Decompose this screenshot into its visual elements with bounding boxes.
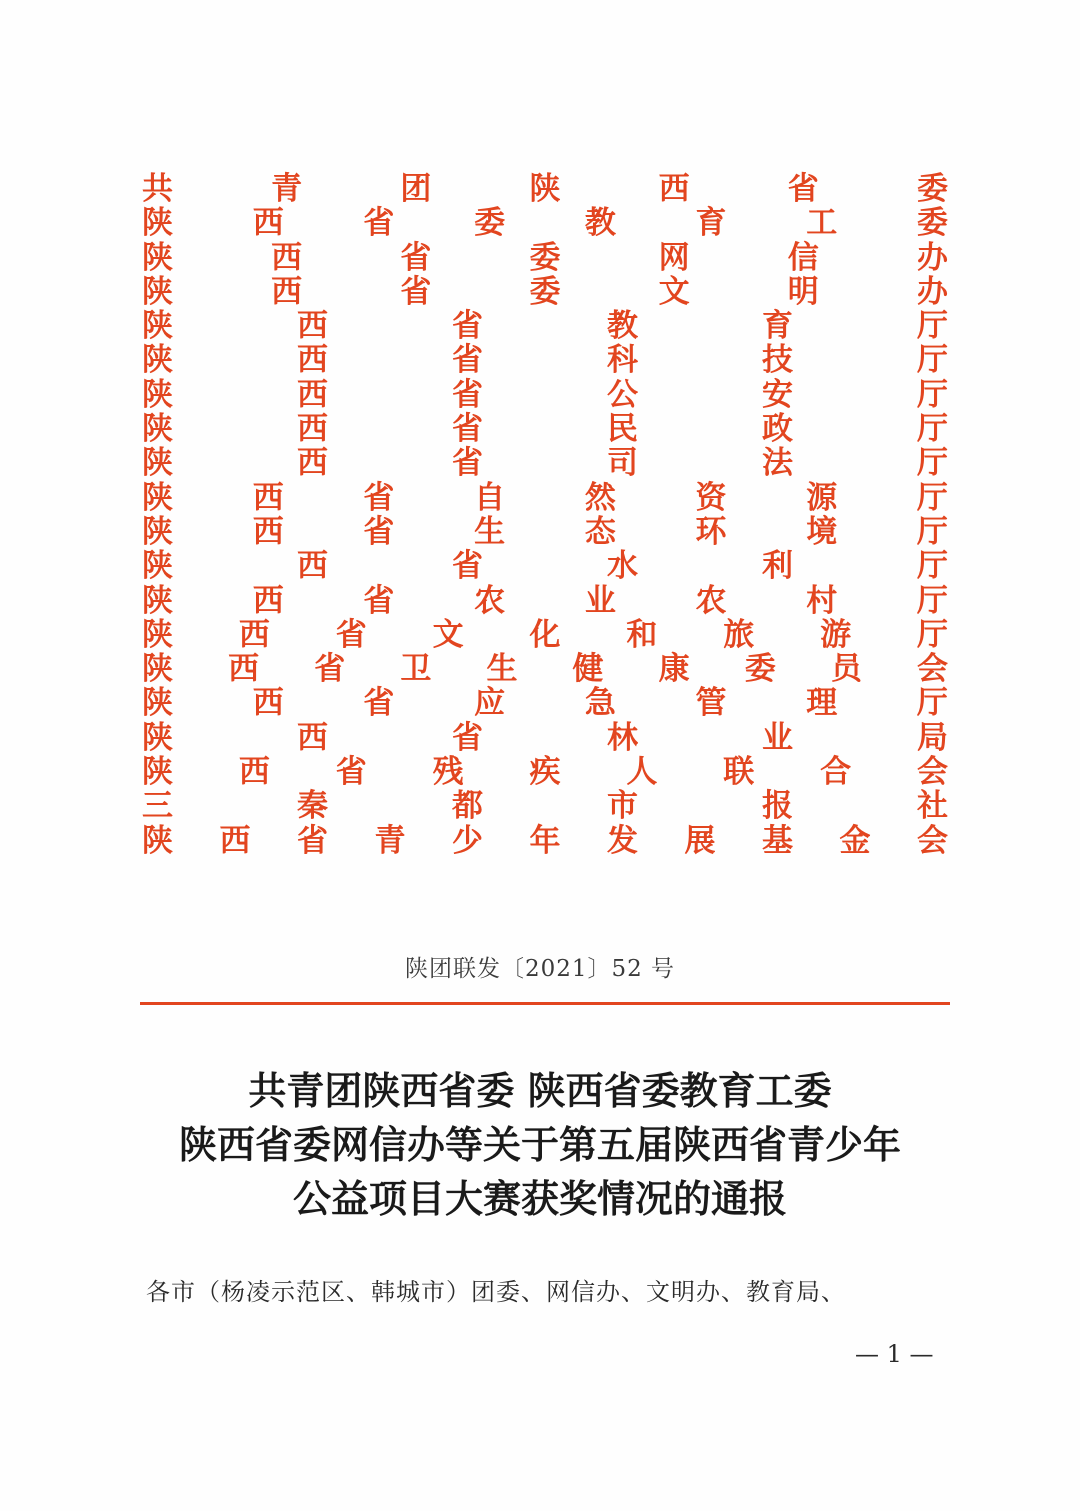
issuer-char: 三 xyxy=(142,788,173,825)
issuer-char: 卫 xyxy=(400,651,432,688)
issuer-char: 西 xyxy=(297,548,328,585)
issuer-char: 金 xyxy=(839,822,871,859)
issuer-char: 青 xyxy=(374,822,406,859)
issuer-char: 省 xyxy=(452,376,483,413)
issuer-char: 厅 xyxy=(917,411,948,448)
issuer-char: 陕 xyxy=(142,239,173,276)
page-number: — 1 — xyxy=(855,1340,934,1368)
issuer-char: 康 xyxy=(658,651,690,688)
issuer-char: 文 xyxy=(658,273,690,310)
issuer-char: 联 xyxy=(723,754,755,791)
issuer-char: 境 xyxy=(806,513,838,550)
issuer-char: 育 xyxy=(695,205,727,242)
issuer-char: 陕 xyxy=(142,205,173,242)
issuer-char: 省 xyxy=(787,171,819,207)
issuer-char: 旅 xyxy=(723,616,755,653)
issuer-row xyxy=(142,584,948,618)
issuer-char: 厅 xyxy=(917,548,948,585)
issuer-char: 西 xyxy=(297,376,328,413)
issuer-char: 陕 xyxy=(142,548,173,585)
issuer-char: 信 xyxy=(787,239,819,276)
issuer-row xyxy=(142,241,948,275)
red-divider-line xyxy=(140,1002,950,1005)
issuer-char: 展 xyxy=(684,822,716,859)
issuer-char: 报 xyxy=(762,788,793,825)
issuer-char: 西 xyxy=(252,513,284,550)
issuer-char: 育 xyxy=(762,308,793,345)
issuer-char: 游 xyxy=(820,616,852,653)
issuer-char: 陕 xyxy=(142,822,173,859)
issuer-char: 资 xyxy=(695,479,727,516)
issuer-char: 团 xyxy=(400,171,432,207)
issuer-char: 利 xyxy=(762,548,793,585)
issuer-char: 年 xyxy=(529,822,561,859)
issuer-char: 明 xyxy=(787,273,819,310)
issuer-char: 厅 xyxy=(917,616,948,653)
issuer-row xyxy=(142,446,948,480)
issuer-char: 委 xyxy=(474,205,506,242)
issuer-char: 省 xyxy=(363,513,395,550)
issuer-char: 委 xyxy=(916,205,948,242)
issuer-row xyxy=(142,206,948,240)
issuer-row xyxy=(142,172,948,206)
issuer-char: 基 xyxy=(762,822,793,859)
issuer-char: 委 xyxy=(744,651,776,688)
issuer-char: 文 xyxy=(432,616,464,653)
issuer-char: 市 xyxy=(607,788,638,825)
issuer-char: 水 xyxy=(607,548,638,585)
issuer-char: 态 xyxy=(584,513,616,550)
issuer-char: 合 xyxy=(820,754,852,791)
issuer-char: 西 xyxy=(297,308,328,345)
issuer-row xyxy=(142,652,948,686)
issuer-char: 陕 xyxy=(142,513,173,550)
issuer-char: 厅 xyxy=(916,513,948,550)
issuer-char: 西 xyxy=(297,342,328,379)
issuer-char: 会 xyxy=(917,754,948,791)
issuer-char: 科 xyxy=(607,342,638,379)
issuer-char: 陕 xyxy=(142,582,173,619)
issuer-char: 厅 xyxy=(917,376,948,413)
issuer-char: 工 xyxy=(806,205,838,242)
issuer-char: 西 xyxy=(238,616,270,653)
issuer-row xyxy=(142,755,948,789)
issuer-char: 陕 xyxy=(142,719,173,756)
issuer-row xyxy=(142,721,948,755)
issuer-char: 急 xyxy=(584,685,616,722)
issuer-char: 省 xyxy=(314,651,346,688)
issuer-char: 教 xyxy=(584,205,616,242)
issuer-char: 农 xyxy=(695,582,727,619)
issuer-block xyxy=(142,172,948,858)
issuer-char: 业 xyxy=(584,582,616,619)
issuer-char: 局 xyxy=(917,719,948,756)
issuer-char: 西 xyxy=(658,171,690,207)
issuer-char: 省 xyxy=(452,411,483,448)
issuer-char: 委 xyxy=(529,273,561,310)
issuer-char: 会 xyxy=(916,651,948,688)
issuer-char: 西 xyxy=(297,719,328,756)
issuer-char: 西 xyxy=(252,479,284,516)
issuer-char: 源 xyxy=(806,479,838,516)
issuer-char: 厅 xyxy=(916,582,948,619)
issuer-row xyxy=(142,515,948,549)
issuer-row xyxy=(142,481,948,515)
issuer-char: 农 xyxy=(474,582,506,619)
issuer-char: 政 xyxy=(762,411,793,448)
issuer-char: 西 xyxy=(271,273,303,310)
issuer-char: 办 xyxy=(916,239,948,276)
issuer-char: 西 xyxy=(219,822,251,859)
issuer-row xyxy=(142,789,948,823)
issuer-char: 西 xyxy=(252,205,284,242)
issuer-char: 少 xyxy=(452,822,483,859)
title-line-3: 公益项目大赛获奖情况的通报 xyxy=(292,1176,787,1221)
issuer-char: 省 xyxy=(297,822,328,859)
issuer-char: 民 xyxy=(607,411,638,448)
issuer-char: 教 xyxy=(607,308,638,345)
issuer-char: 厅 xyxy=(917,342,948,379)
issuer-row xyxy=(142,275,948,309)
issuer-char: 管 xyxy=(695,685,727,722)
body-paragraph: 各市（杨凌示范区、韩城市）团委、网信办、文明办、教育局、 xyxy=(146,1278,846,1306)
issuer-char: 西 xyxy=(238,754,270,791)
issuer-char: 员 xyxy=(830,651,862,688)
issuer-char: 然 xyxy=(584,479,616,516)
issuer-char: 会 xyxy=(917,822,948,859)
issuer-char: 省 xyxy=(400,239,432,276)
title-line-1: 共青团陕西省委 陕西省委教育工委 xyxy=(248,1068,832,1113)
issuer-char: 林 xyxy=(607,719,638,756)
issuer-char: 发 xyxy=(607,822,638,859)
issuer-char: 司 xyxy=(607,445,638,482)
document-title xyxy=(0,1064,1080,1226)
issuer-char: 都 xyxy=(452,788,483,825)
issuer-char: 法 xyxy=(762,445,793,482)
issuer-char: 安 xyxy=(762,376,793,413)
issuer-char: 省 xyxy=(363,205,395,242)
issuer-row xyxy=(142,378,948,412)
issuer-char: 残 xyxy=(432,754,464,791)
issuer-char: 西 xyxy=(271,239,303,276)
issuer-char: 委 xyxy=(916,171,948,207)
issuer-char: 西 xyxy=(297,411,328,448)
issuer-char: 陕 xyxy=(142,308,173,345)
issuer-char: 陕 xyxy=(142,651,173,688)
issuer-char: 省 xyxy=(452,719,483,756)
issuer-row xyxy=(142,549,948,583)
issuer-row xyxy=(142,309,948,343)
issuer-char: 省 xyxy=(363,582,395,619)
issuer-char: 陕 xyxy=(142,616,173,653)
issuer-char: 陕 xyxy=(529,171,561,207)
issuer-char: 社 xyxy=(917,788,948,825)
issuer-char: 陕 xyxy=(142,411,173,448)
issuer-char: 村 xyxy=(806,582,838,619)
issuer-char: 环 xyxy=(695,513,727,550)
issuer-char: 陕 xyxy=(142,342,173,379)
issuer-char: 秦 xyxy=(297,788,328,825)
issuer-char: 业 xyxy=(762,719,793,756)
issuer-char: 陕 xyxy=(142,273,173,310)
issuer-char: 生 xyxy=(486,651,518,688)
issuer-char: 陕 xyxy=(142,685,173,722)
issuer-char: 陕 xyxy=(142,479,173,516)
issuer-char: 省 xyxy=(335,616,367,653)
issuer-char: 技 xyxy=(762,342,793,379)
issuer-char: 自 xyxy=(474,479,506,516)
issuer-char: 陕 xyxy=(142,445,173,482)
issuer-char: 生 xyxy=(474,513,506,550)
issuer-char: 共 xyxy=(142,171,173,207)
issuer-row xyxy=(142,824,948,858)
issuer-char: 人 xyxy=(626,754,658,791)
issuer-char: 厅 xyxy=(917,445,948,482)
issuer-char: 疾 xyxy=(529,754,561,791)
issuer-char: 西 xyxy=(252,582,284,619)
issuer-char: 健 xyxy=(572,651,604,688)
issuer-char: 网 xyxy=(658,239,690,276)
issuer-char: 厅 xyxy=(916,685,948,722)
issuer-char: 厅 xyxy=(916,479,948,516)
issuer-char: 和 xyxy=(626,616,658,653)
issuer-char: 陕 xyxy=(142,754,173,791)
issuer-char: 省 xyxy=(452,308,483,345)
issuer-char: 化 xyxy=(529,616,561,653)
issuer-char: 理 xyxy=(806,685,838,722)
issuer-char: 省 xyxy=(452,548,483,585)
issuer-char: 西 xyxy=(252,685,284,722)
issuer-char: 应 xyxy=(474,685,506,722)
issuer-row xyxy=(142,412,948,446)
issuer-char: 厅 xyxy=(917,308,948,345)
issuer-char: 省 xyxy=(400,273,432,310)
issuer-char: 西 xyxy=(228,651,260,688)
issuer-char: 陕 xyxy=(142,376,173,413)
issuer-char: 委 xyxy=(529,239,561,276)
issuer-char: 公 xyxy=(607,376,638,413)
issuer-char: 青 xyxy=(271,171,303,207)
issuer-char: 办 xyxy=(916,273,948,310)
issuer-char: 西 xyxy=(297,445,328,482)
issuer-char: 省 xyxy=(452,342,483,379)
title-line-2: 陕西省委网信办等关于第五届陕西省青少年 xyxy=(178,1122,901,1167)
issuer-char: 省 xyxy=(363,479,395,516)
issuer-char: 省 xyxy=(335,754,367,791)
issuer-row xyxy=(142,618,948,652)
issuer-row xyxy=(142,343,948,377)
issuer-char: 省 xyxy=(452,445,483,482)
issuer-char: 省 xyxy=(363,685,395,722)
issuer-row xyxy=(142,686,948,720)
document-number: 陕团联发〔2021〕52 号 xyxy=(404,956,676,982)
